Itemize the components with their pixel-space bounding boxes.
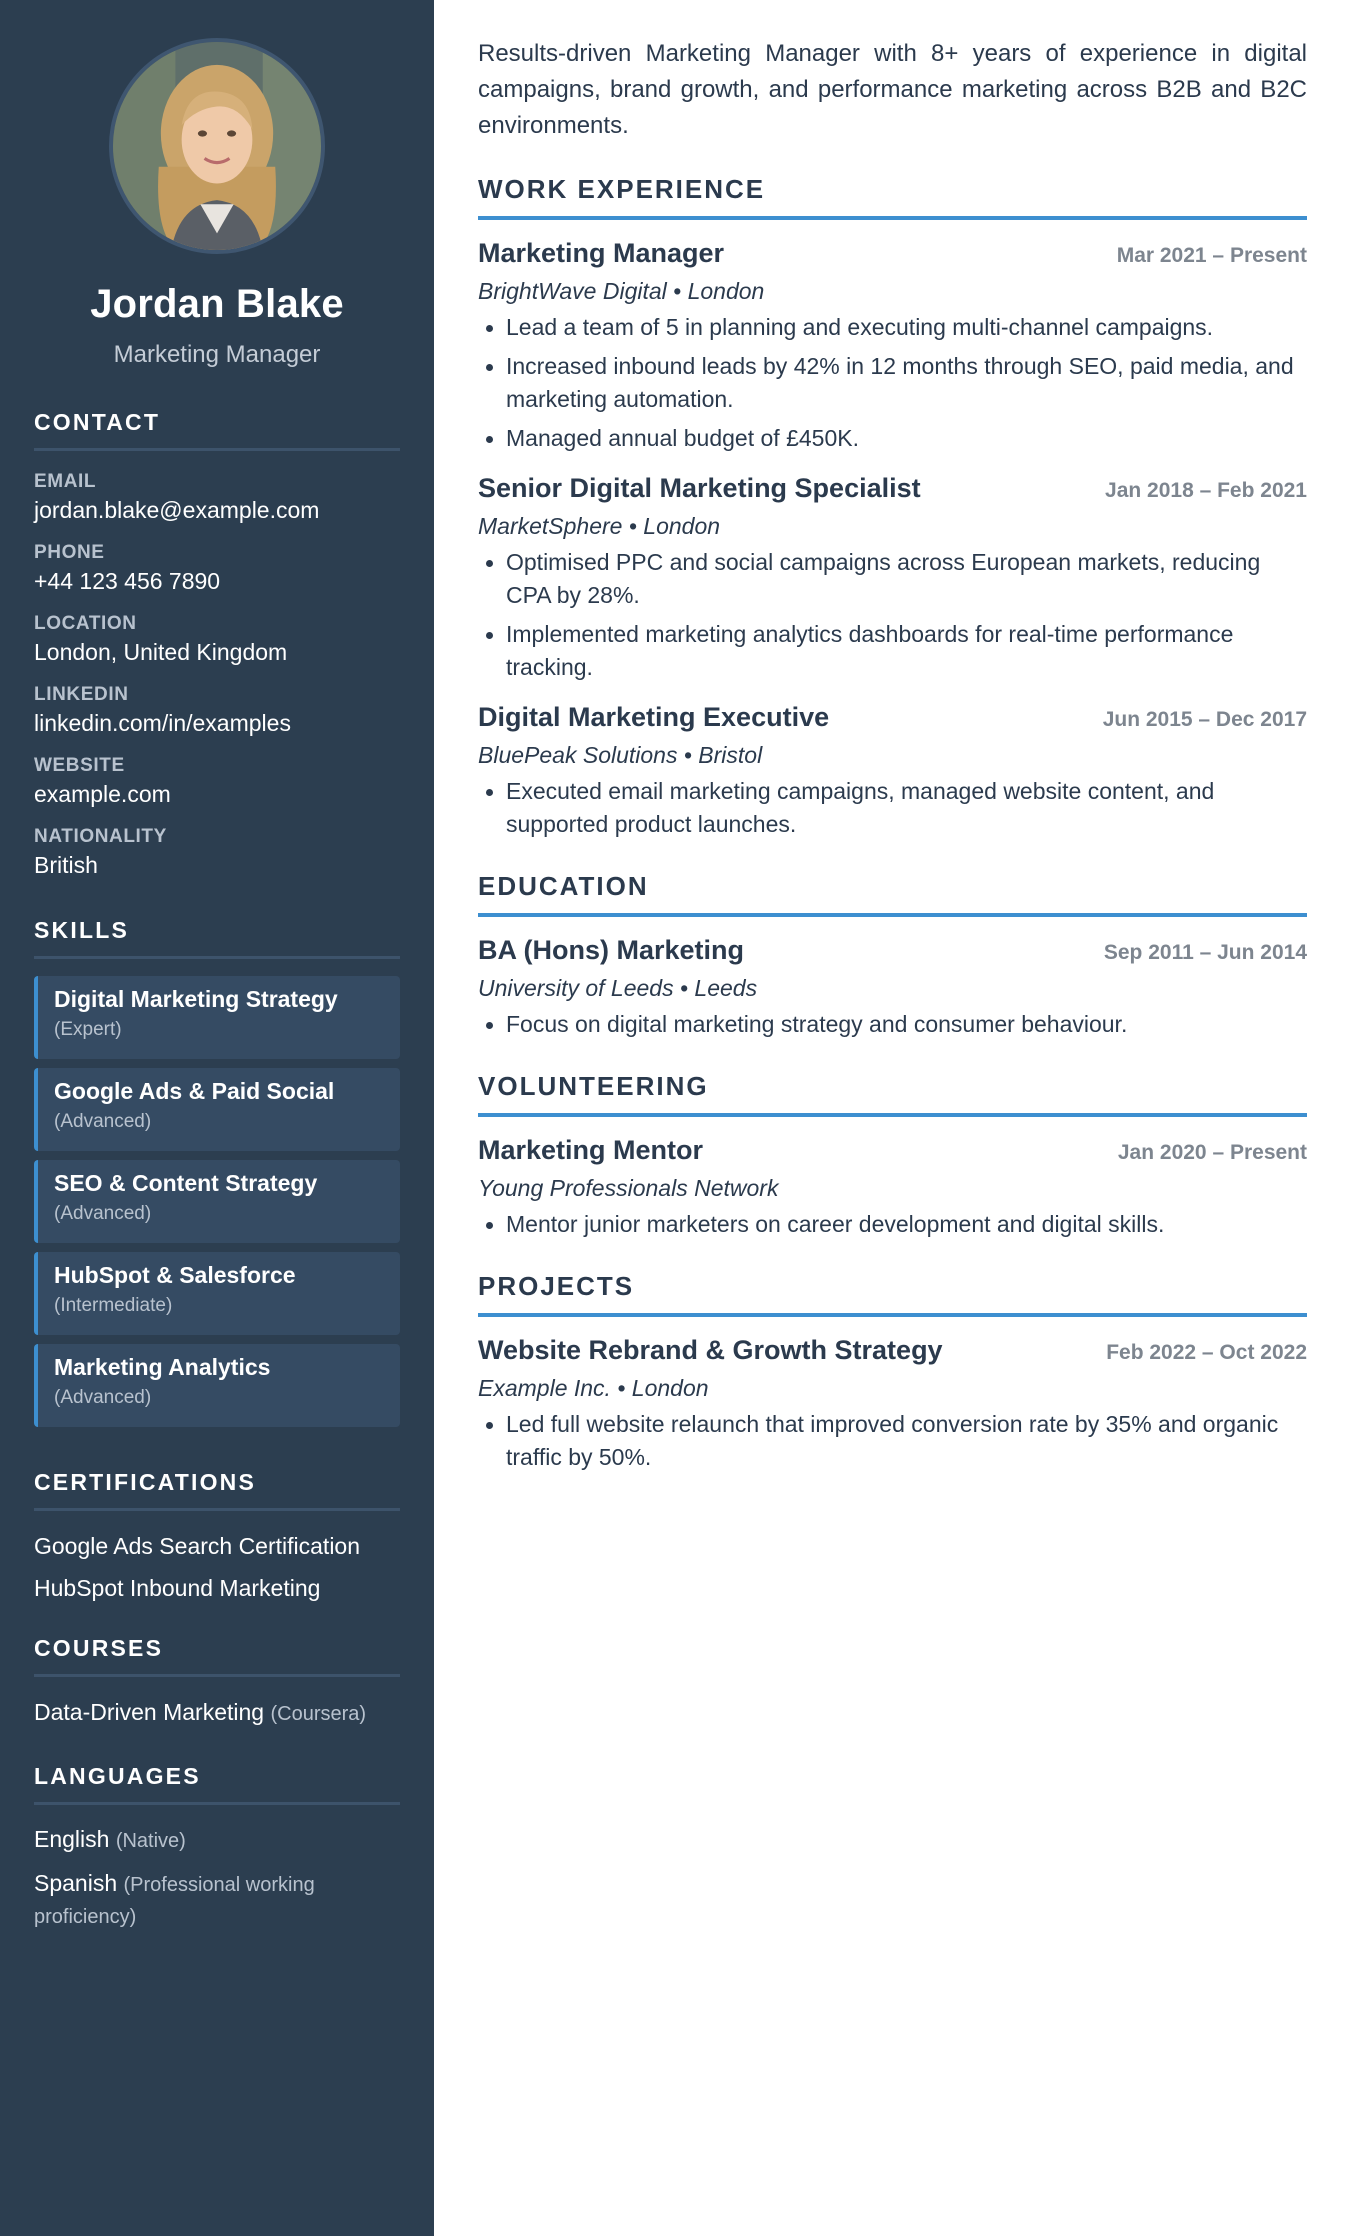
course-name: Data-Driven Marketing	[34, 1699, 265, 1725]
entry-organization: University of Leeds • Leeds	[478, 975, 758, 1001]
entry-title: Website Rebrand & Growth Strategy	[478, 1335, 943, 1365]
work-entry	[478, 473, 1307, 684]
bullet-item: Managed annual budget of £450K.	[478, 422, 1307, 455]
entry-bullets	[478, 775, 1307, 841]
contact-website	[34, 755, 400, 808]
skills-list	[34, 976, 400, 1427]
work-experience-heading: WORK EXPERIENCE	[478, 174, 1307, 220]
skill-level: (Advanced)	[54, 1387, 152, 1408]
skill-name: HubSpot & Salesforce	[54, 1262, 296, 1288]
language-name: Spanish	[34, 1870, 118, 1897]
contact-label: NATIONALITY	[34, 826, 167, 847]
certification-item: HubSpot Inbound Marketing	[34, 1575, 321, 1601]
bullet-item: Mentor junior marketers on career development and digital skills.	[478, 1208, 1307, 1241]
skill-level: (Intermediate)	[54, 1295, 173, 1316]
volunteering-entry	[478, 1135, 1307, 1241]
language-item	[34, 1823, 400, 1855]
bullet-item: Lead a team of 5 in planning and executing multi-channel campaigns.	[478, 311, 1307, 344]
project-entry	[478, 1335, 1307, 1474]
contact-label: WEBSITE	[34, 755, 125, 776]
location-value: London, United Kingdom	[34, 639, 288, 665]
contact-label: LINKEDIN	[34, 684, 129, 705]
entry-title: Marketing Mentor	[478, 1135, 704, 1165]
entry-bullets	[478, 311, 1307, 455]
bullet-item: Implemented marketing analytics dashboards for real-time performance tracking.	[478, 618, 1307, 684]
work-entry	[478, 702, 1307, 841]
candidate-role: Marketing Manager	[113, 341, 321, 368]
skill-card	[34, 1252, 400, 1335]
entry-title: Marketing Manager	[478, 238, 725, 268]
course-provider: (Coursera)	[270, 1703, 367, 1725]
skills-heading: SKILLS	[34, 917, 400, 959]
linkedin-link[interactable]: linkedin.com/in/examples	[34, 710, 291, 736]
entry-bullets	[478, 1408, 1307, 1474]
phone-value[interactable]: +44 123 456 7890	[34, 568, 221, 594]
skill-name: Google Ads & Paid Social	[54, 1078, 335, 1104]
certifications-list	[34, 1533, 400, 1602]
skill-card	[34, 1068, 400, 1151]
contact-label: EMAIL	[34, 471, 97, 492]
contact-email	[34, 471, 400, 524]
language-item	[34, 1867, 400, 1931]
sidebar	[0, 0, 434, 2236]
entry-date: Jan 2018 – Feb 2021	[1105, 479, 1307, 502]
skill-card	[34, 976, 400, 1059]
profile-photo-icon	[113, 42, 321, 250]
courses-heading: COURSES	[34, 1635, 400, 1677]
entry-title: Senior Digital Marketing Specialist	[478, 473, 921, 503]
entry-organization: Example Inc. • London	[478, 1375, 709, 1401]
languages-heading: LANGUAGES	[34, 1763, 400, 1805]
candidate-name: Jordan Blake	[90, 282, 344, 326]
skill-card	[34, 1344, 400, 1427]
profile-summary: Results-driven Marketing Manager with 8+ years of experience in digital campaigns, brand growth, and performance marketing across B2B and B2C environments.	[478, 40, 1307, 139]
certification-item: Google Ads Search Certification	[34, 1533, 361, 1559]
main-content	[434, 0, 1347, 2236]
entry-organization: BrightWave Digital • London	[478, 278, 765, 304]
education-entry	[478, 935, 1307, 1041]
certifications-heading: CERTIFICATIONS	[34, 1469, 400, 1511]
contact-label: LOCATION	[34, 613, 137, 634]
entry-title: Digital Marketing Executive	[478, 702, 830, 732]
course-item	[34, 1699, 400, 1726]
language-level: (Professional working proficiency)	[34, 1874, 315, 1929]
skill-card	[34, 1160, 400, 1243]
contact-label: PHONE	[34, 542, 105, 563]
skill-level: (Advanced)	[54, 1111, 152, 1132]
entry-date: Feb 2022 – Oct 2022	[1106, 1341, 1307, 1364]
email-value[interactable]: jordan.blake@example.com	[34, 497, 320, 523]
contact-nationality	[34, 826, 400, 879]
language-level: (Native)	[115, 1830, 186, 1852]
volunteering-heading: VOLUNTEERING	[478, 1071, 1307, 1117]
skill-name: Digital Marketing Strategy	[54, 986, 338, 1012]
bullet-item: Executed email marketing campaigns, managed website content, and supported product launches.	[478, 775, 1307, 841]
skill-level: (Advanced)	[54, 1203, 152, 1224]
bullet-item: Optimised PPC and social campaigns across European markets, reducing CPA by 28%.	[478, 546, 1307, 612]
language-name: English	[34, 1826, 110, 1852]
skill-name: SEO & Content Strategy	[54, 1170, 318, 1196]
entry-title: BA (Hons) Marketing	[478, 935, 745, 965]
contact-heading: CONTACT	[34, 409, 400, 451]
languages-list	[34, 1823, 400, 1932]
work-entry	[478, 238, 1307, 455]
entry-bullets	[478, 1208, 1307, 1241]
entry-organization: Young Professionals Network	[478, 1175, 779, 1201]
entry-bullets	[478, 546, 1307, 684]
skill-name: Marketing Analytics	[54, 1354, 271, 1380]
website-link[interactable]: example.com	[34, 781, 171, 807]
contact-linkedin	[34, 684, 400, 737]
contact-list	[34, 471, 400, 879]
skill-level: (Expert)	[54, 1019, 122, 1040]
contact-location	[34, 613, 400, 666]
entry-organization: MarketSphere • London	[478, 513, 721, 539]
bullet-item: Increased inbound leads by 42% in 12 months through SEO, paid media, and marketing automation.	[478, 350, 1307, 416]
entry-date: Jun 2015 – Dec 2017	[1102, 708, 1307, 731]
entry-date: Jan 2020 – Present	[1117, 1141, 1307, 1164]
avatar	[109, 38, 325, 254]
contact-phone	[34, 542, 400, 595]
bullet-item: Focus on digital marketing strategy and consumer behaviour.	[478, 1008, 1307, 1041]
projects-heading: PROJECTS	[478, 1271, 1307, 1317]
entry-date: Mar 2021 – Present	[1116, 244, 1307, 267]
avatar-wrapper	[34, 38, 400, 254]
entry-date: Sep 2011 – Jun 2014	[1103, 941, 1307, 964]
entry-bullets	[478, 1008, 1307, 1041]
entry-organization: BluePeak Solutions • Bristol	[478, 742, 763, 768]
nationality-value: British	[34, 852, 98, 878]
education-heading: EDUCATION	[478, 871, 1307, 917]
bullet-item: Led full website relaunch that improved conversion rate by 35% and organic traffic by 50%.	[478, 1408, 1307, 1474]
